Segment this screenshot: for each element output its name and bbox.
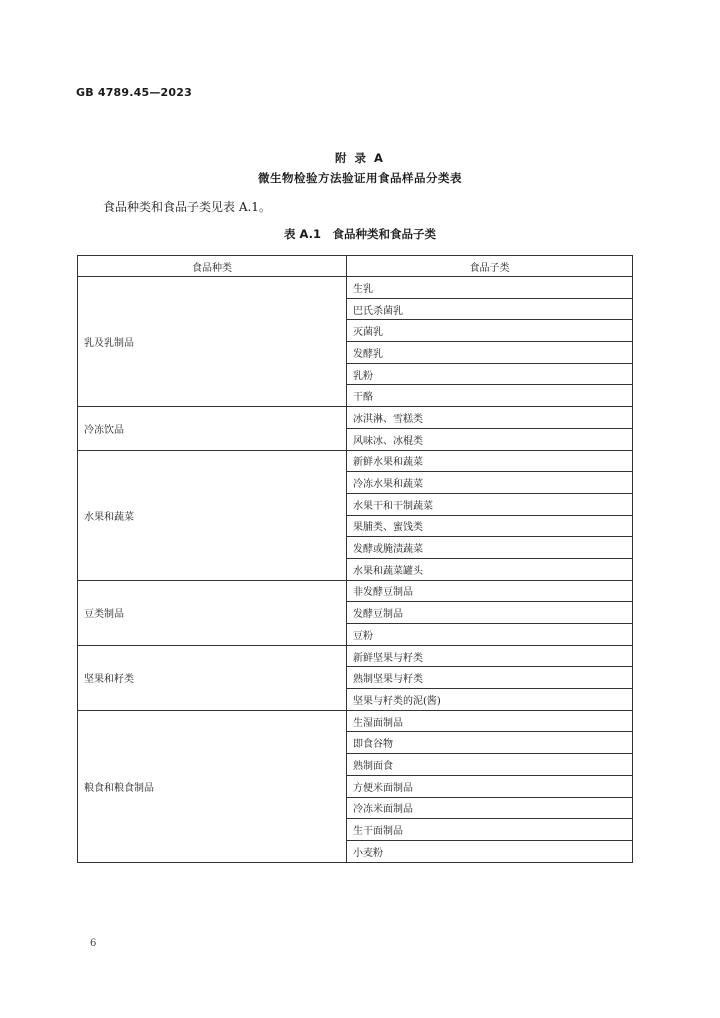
food-subcategory-cell: 新鲜水果和蔬菜 bbox=[347, 450, 633, 472]
food-subcategory-cell: 干酪 bbox=[347, 385, 633, 407]
food-subcategory-cell: 方便米面制品 bbox=[347, 775, 633, 797]
food-subcategory-cell: 乳粉 bbox=[347, 363, 633, 385]
annex-label: 附 录 A bbox=[335, 151, 385, 165]
food-subcategory-cell: 生乳 bbox=[347, 277, 633, 299]
table-header-row bbox=[78, 256, 633, 277]
food-category-cell: 冷冻饮品 bbox=[78, 407, 347, 450]
table-row bbox=[78, 450, 633, 472]
food-classification-table bbox=[77, 255, 633, 863]
food-subcategory-cell: 生湿面制品 bbox=[347, 710, 633, 732]
food-subcategory-cell: 发酵乳 bbox=[347, 342, 633, 364]
header-food-category: 食品种类 bbox=[78, 256, 347, 277]
food-subcategory-cell: 冰淇淋、雪糕类 bbox=[347, 407, 633, 429]
table-caption: 表 A.1 食品种类和食品子类 bbox=[284, 227, 436, 241]
table-row bbox=[78, 645, 633, 667]
food-subcategory-cell: 非发酵豆制品 bbox=[347, 580, 633, 602]
food-subcategory-cell: 巴氏杀菌乳 bbox=[347, 298, 633, 320]
food-category-cell: 粮食和粮食制品 bbox=[78, 710, 347, 862]
food-subcategory-cell: 熟制面食 bbox=[347, 754, 633, 776]
food-category-cell: 豆类制品 bbox=[78, 580, 347, 645]
food-subcategory-cell: 灭菌乳 bbox=[347, 320, 633, 342]
food-subcategory-cell: 坚果与籽类的泥(酱) bbox=[347, 689, 633, 711]
food-category-cell: 坚果和籽类 bbox=[78, 645, 347, 710]
intro-paragraph: 食品种类和食品子类见表 A.1。 bbox=[103, 200, 271, 214]
food-subcategory-cell: 新鲜坚果与籽类 bbox=[347, 645, 633, 667]
table-row bbox=[78, 277, 633, 299]
food-subcategory-cell: 冷冻水果和蔬菜 bbox=[347, 472, 633, 494]
food-subcategory-cell: 熟制坚果与籽类 bbox=[347, 667, 633, 689]
standard-number: GB 4789.45—2023 bbox=[76, 86, 192, 99]
food-subcategory-cell: 水果和蔬菜罐头 bbox=[347, 558, 633, 580]
table-row bbox=[78, 407, 633, 429]
header-food-subcategory: 食品子类 bbox=[347, 256, 633, 277]
food-category-cell: 乳及乳制品 bbox=[78, 277, 347, 407]
food-subcategory-cell: 小麦粉 bbox=[347, 840, 633, 862]
food-subcategory-cell: 果脯类、蜜饯类 bbox=[347, 515, 633, 537]
table-row bbox=[78, 710, 633, 732]
food-subcategory-cell: 发酵或腌渍蔬菜 bbox=[347, 537, 633, 559]
page-number: 6 bbox=[90, 938, 97, 949]
food-subcategory-cell: 发酵豆制品 bbox=[347, 602, 633, 624]
food-subcategory-cell: 风味冰、冰棍类 bbox=[347, 428, 633, 450]
food-subcategory-cell: 水果干和干制蔬菜 bbox=[347, 493, 633, 515]
food-subcategory-cell: 冷冻米面制品 bbox=[347, 797, 633, 819]
annex-title: 微生物检验方法验证用食品样品分类表 bbox=[258, 171, 462, 185]
food-subcategory-cell: 生干面制品 bbox=[347, 819, 633, 841]
food-subcategory-cell: 即食谷物 bbox=[347, 732, 633, 754]
food-subcategory-cell: 豆粉 bbox=[347, 624, 633, 646]
table-row bbox=[78, 580, 633, 602]
food-category-cell: 水果和蔬菜 bbox=[78, 450, 347, 580]
